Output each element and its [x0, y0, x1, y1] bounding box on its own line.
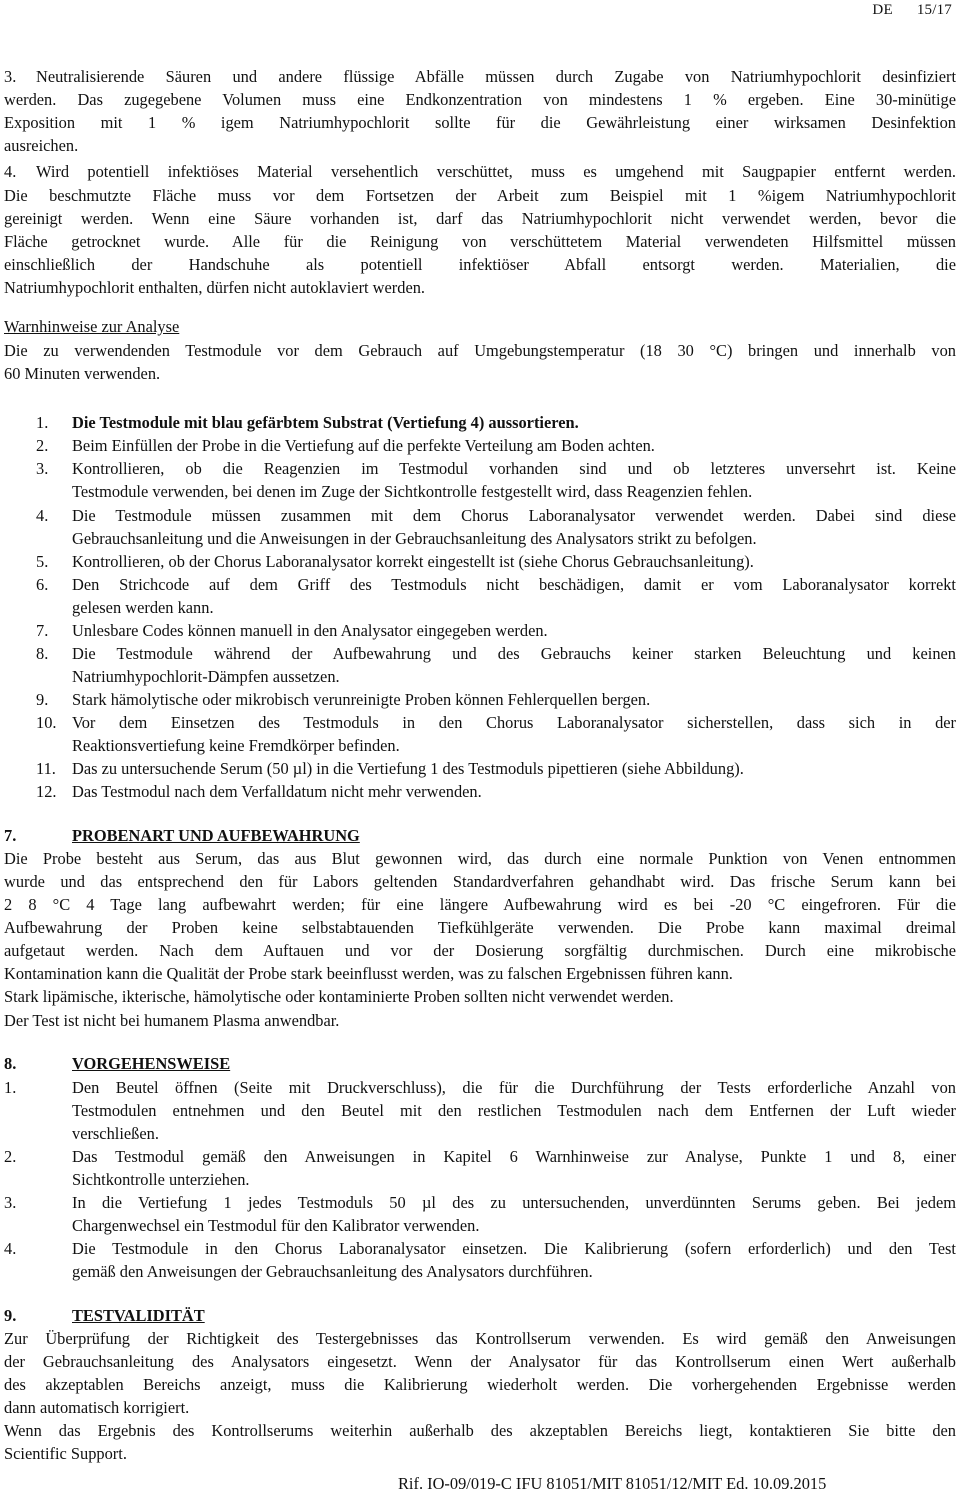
- warn-item-line: Vor dem Einsetzen des Testmoduls in den Chorus Laboranalysator sicherstellen, dass sich in der: [72, 713, 956, 732]
- warn-item-line: Die Testmodule während der Aufbewahrung und des Gebrauchs keiner starken Beleuchtung und keinen: [72, 644, 956, 663]
- intro-item-4-line: Wird potentiell infektiöses Material versehentlich verschüttet, muss es umgehend mit Saugpapier entfernt werden.: [36, 162, 956, 181]
- section-7-line: Der Test ist nicht bei humanem Plasma anwendbar.: [4, 1011, 340, 1030]
- section-7-line: aufgetaut werden. Nach dem Auftauen und vor der Dosierung sorgfältig durchmischen. Durch eine mikrobische: [4, 941, 956, 960]
- procedure-step-number: 2.: [4, 1147, 17, 1166]
- page-header: [872, 2, 952, 19]
- warn-item-number: 5.: [36, 552, 49, 571]
- procedure-step-number: 4.: [4, 1239, 17, 1258]
- warn-item-line: Testmodule verwenden, bei denen im Zuge der Sichtkontrolle festgestellt wird, dass Reagenzien fehlen.: [72, 482, 753, 501]
- intro-item-3-number: 3.: [4, 67, 17, 86]
- warn-item-number: 11.: [36, 759, 56, 778]
- section-7-line: Kontamination kann die Qualität der Probe stark beeinflusst werden, was zu falschen Ergebnissen führen kann.: [4, 964, 733, 983]
- intro-item-4-line: Natriumhypochlorit enthalten, dürfen nicht autoklaviert werden.: [4, 278, 426, 297]
- section-9-line: Scientific Support.: [4, 1444, 127, 1463]
- warn-item-number: 10.: [36, 713, 57, 732]
- intro-item-4-line: einschließlich der Handschuhe als potentiell infektiöser Abfall entsorgt werden. Materialien, die: [4, 255, 956, 274]
- section-7-line: wurde und das entsprechend den für Labors geltenden Standardverfahren gehandhabt wird. Das frische Serum kann bei: [4, 872, 956, 891]
- section-7-line: 2 8 °C 4 Tage lang aufbewahrt werden; für eine längere Aufbewahrung wird es bei -20 °C eingefroren. Für die: [4, 895, 956, 914]
- warn-item-number: 7.: [36, 621, 49, 640]
- intro-item-4-number: 4.: [4, 162, 17, 181]
- section-8-number: 8.: [4, 1054, 17, 1073]
- warn-item-line: Unlesbare Codes können manuell in den Analysator eingegeben werden.: [72, 621, 548, 640]
- section-7-number: 7.: [4, 826, 17, 845]
- warn-item-number: 1.: [36, 413, 49, 432]
- intro-item-4-line: Fläche getrocknet wurde. Alle für die Reinigung von verschüttetem Material verwendeten Hilfsmittel müssen: [4, 232, 956, 251]
- warn-item-line: Reaktionsvertiefung keine Fremdkörper befinden.: [72, 736, 400, 755]
- warn-item-line: gelesen werden kann.: [72, 598, 214, 617]
- warn-item-line: Natriumhypochlorit-Dämpfen aussetzen.: [72, 667, 340, 686]
- warnings-intro-line: Die zu verwendenden Testmodule vor dem Gebrauch auf Umgebungstemperatur (18 30 °C) bringen und innerhalb von: [4, 341, 956, 360]
- procedure-step-line: Das Testmodul gemäß den Anweisungen in Kapitel 6 Warnhinweise zur Analyse, Punkte 1 und 8, einer: [72, 1147, 956, 1166]
- section-9-line: des akzeptablen Bereichs anzeigt, muss die Kalibrierung wiederholt werden. Die vorhergehenden Ergebnisse werden: [4, 1375, 956, 1394]
- warn-item-line: Die Testmodule müssen zusammen mit dem Chorus Laboranalysator verwendet werden. Dabei sind diese: [72, 506, 956, 525]
- warn-item-line: Stark hämolytische oder mikrobisch verunreinigte Proben können Fehlerquellen bergen.: [72, 690, 651, 709]
- intro-item-3-line: werden. Das zugegebene Volumen muss eine Endkonzentration von mindestens 1 % ergeben. Eine 30-minütige: [4, 90, 956, 109]
- warn-item-line: Kontrollieren, ob die Reagenzien im Testmodul vorhanden sind und ob letzteres unversehrt ist. Keine: [72, 459, 956, 478]
- page-number: 15/17: [916, 2, 952, 18]
- warn-item-line: Kontrollieren, ob der Chorus Laboranalysator korrekt eingestellt ist (siehe Chorus Gebrauchsanleitung).: [72, 552, 754, 571]
- procedure-step-line: Testmodulen entnehmen und den Beutel mit den restlichen Testmodulen nach dem Entfernen der Luft wieder: [72, 1101, 956, 1120]
- procedure-step-line: In die Vertiefung 1 jedes Testmoduls 50 µl des zu untersuchenden, unverdünnten Serums geben. Bei jedem: [72, 1193, 956, 1212]
- section-7-line: Stark lipämische, ikterische, hämolytische oder kontaminierte Proben sollten nicht verwendet werden.: [4, 987, 674, 1006]
- warn-item-line: Das Testmodul nach dem Verfalldatum nicht mehr verwenden.: [72, 782, 482, 801]
- procedure-step-line: Den Beutel öffnen (Seite mit Druckverschluss), die für die Durchführung der Tests erforderliche Anzahl von: [72, 1078, 956, 1097]
- procedure-step-number: 1.: [4, 1078, 17, 1097]
- procedure-step-line: Sichtkontrolle unterziehen.: [72, 1170, 250, 1189]
- warn-item-line: Die Testmodule mit blau gefärbtem Substrat (Vertiefung 4) aussortieren.: [72, 413, 579, 432]
- section-7-line: Die Probe besteht aus Serum, das aus Blut gewonnen wird, das durch eine normale Punktion von Venen entnommen: [4, 849, 956, 868]
- document-footer: Rif. IO-09/019-C IFU 81051/MIT 81051/12/MIT Ed. 10.09.2015: [398, 1474, 827, 1493]
- section-9-line: Wenn das Ergebnis des Kontrollserums weiterhin außerhalb des akzeptablen Bereichs liegt, kontaktieren Sie bitte den: [4, 1421, 956, 1440]
- intro-item-4-line: Die beschmutzte Fläche muss vor dem Fortsetzen der Arbeit zum Beispiel mit 1 %igem Natriumhypochlorit: [4, 186, 956, 205]
- warn-item-number: 4.: [36, 506, 49, 525]
- section-7-line: Aufbewahrung der Proben keine selbstabtauenden Tiefkühlgeräte verwenden. Die Probe kann maximal dreimal: [4, 918, 956, 937]
- section-9-number: 9.: [4, 1306, 17, 1325]
- section-9-line: Zur Überprüfung der Richtigkeit des Testergebnisses das Kontrollserum verwenden. Es wird gemäß den Anweisungen: [4, 1329, 956, 1348]
- warn-item-number: 3.: [36, 459, 49, 478]
- warnings-intro-line: 60 Minuten verwenden.: [4, 364, 161, 383]
- warn-item-line: Den Strichcode auf dem Griff des Testmoduls nicht beschädigen, damit er vom Laboranalysator korrekt: [72, 575, 956, 594]
- procedure-step-line: Die Testmodule in den Chorus Laboranalysator einsetzen. Die Kalibrierung (sofern erforderlich) und den Test: [72, 1239, 956, 1258]
- intro-item-3-line: Neutralisierende Säuren und andere flüssige Abfälle müssen durch Zugabe von Natriumhypochlorit desinfiziert: [36, 67, 956, 86]
- warn-item-number: 8.: [36, 644, 49, 663]
- procedure-step-line: gemäß den Anweisungen der Gebrauchsanleitung des Analysators durchführen.: [72, 1262, 593, 1281]
- section-8-title: VORGEHENSWEISE: [72, 1054, 231, 1073]
- warn-item-line: Beim Einfüllen der Probe in die Vertiefung auf die perfekte Verteilung am Boden achten.: [72, 436, 655, 455]
- warn-item-line: Gebrauchsanleitung und die Anweisungen in der Gebrauchsanleitung des Analysators strikt zu befolgen.: [72, 529, 757, 548]
- warn-item-number: 6.: [36, 575, 49, 594]
- language-code: DE: [872, 2, 893, 18]
- procedure-step-line: Chargenwechsel ein Testmodul für den Kalibrator verwenden.: [72, 1216, 480, 1235]
- warn-item-number: 2.: [36, 436, 49, 455]
- intro-item-4-line: gereinigt werden. Wenn eine Säure vorhanden ist, darf das Natriumhypochlorit nicht verwendet werden, bevor die: [4, 209, 956, 228]
- section-9-line: der Gebrauchsanleitung des Analysators eingesetzt. Wenn der Analysator für das Kontrollserum einen Wert außerhalb: [4, 1352, 956, 1371]
- warn-item-number: 12.: [36, 782, 57, 801]
- section-9-title: TESTVALIDITÄT: [72, 1306, 205, 1325]
- section-9-line: dann automatisch korrigiert.: [4, 1398, 190, 1417]
- procedure-step-line: verschließen.: [72, 1124, 159, 1143]
- intro-item-3-line: Exposition mit 1 % igem Natriumhypochlorit sollte für die Gewährleistung einer wirksamen Desinfektion: [4, 113, 956, 132]
- procedure-step-number: 3.: [4, 1193, 17, 1212]
- warn-item-line: Das zu untersuchende Serum (50 µl) in die Vertiefung 1 des Testmoduls pipettieren (siehe Abbildung).: [72, 759, 744, 778]
- section-7-title: PROBENART UND AUFBEWAHRUNG: [72, 826, 360, 845]
- warn-item-number: 9.: [36, 690, 49, 709]
- warnings-heading: Warnhinweise zur Analyse: [4, 317, 180, 336]
- intro-item-3-line: ausreichen.: [4, 136, 79, 155]
